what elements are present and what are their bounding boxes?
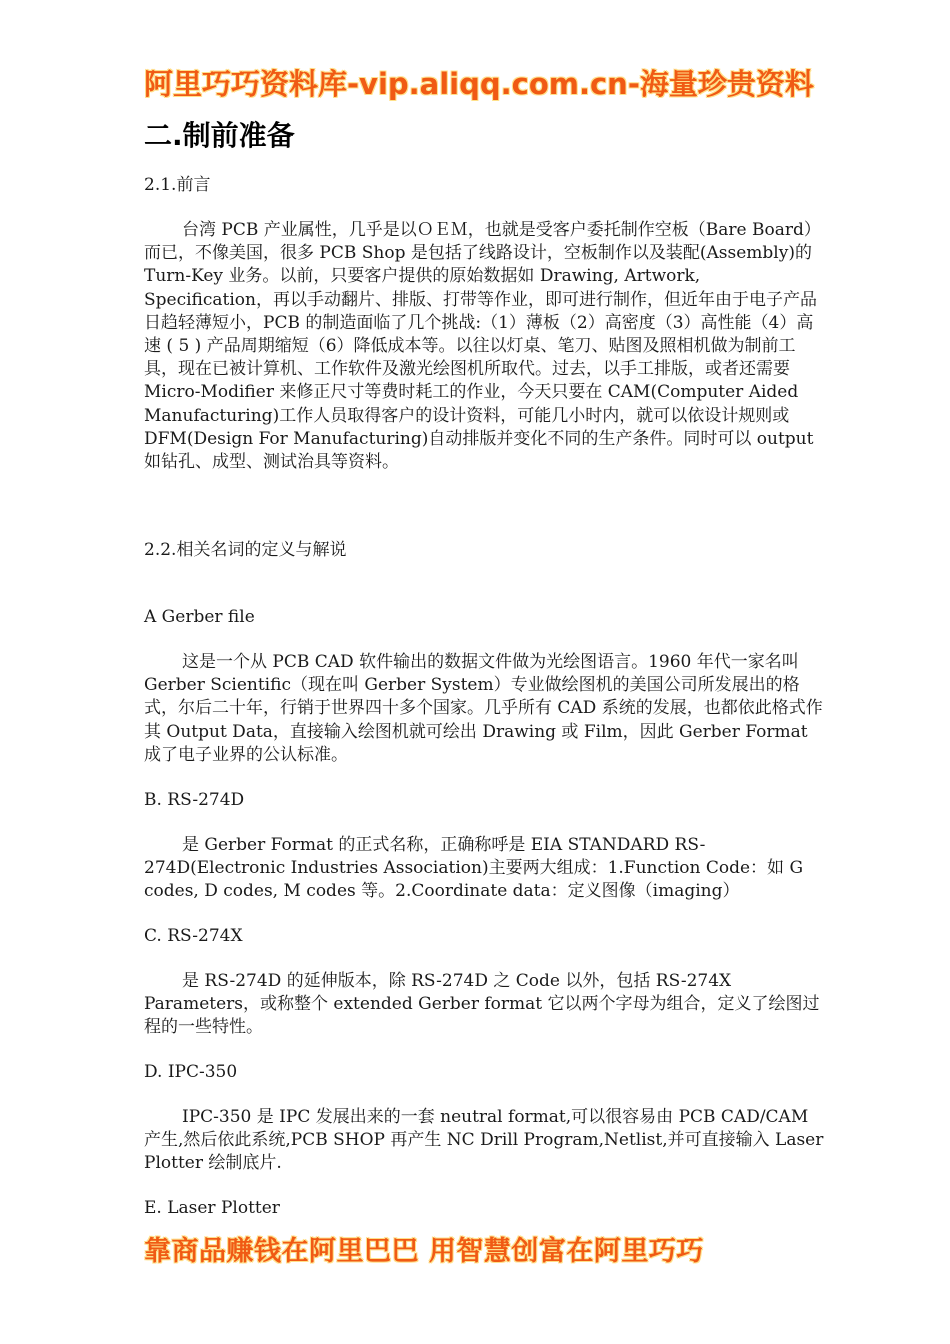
footer-banner: 靠商品赚钱在阿里巴巴 用智慧创富在阿里巧巧 — [144, 1236, 704, 1267]
paragraph-gerber: 这是一个从 PCB CAD 软件输出的数据文件做为光绘图语言。1960 年代一家名叫 Gerber Scientific（现在叫 Gerber System）专业做绘图机的美国公司所发展出的格式，尔后二十年，行销于世界四十多个国家。几乎所有 CAD 系统的发展，也都依此格式作其 Output Data，直接输入绘图机就可绘出 Drawing 或 Film，因此 Gerber Format 成了电子业界的公认标准。 — [144, 652, 823, 765]
term-heading-rs274d: B. RS-274D — [144, 790, 245, 810]
term-heading-gerber: A Gerber file — [144, 607, 255, 627]
paragraph-intro: 台湾 PCB 产业属性，几乎是以ＯＥＭ，也就是受客户委托制作空板（Bare Board）而已，不像美国，很多 PCB Shop 是包括了线路设计，空板制作以及装配(Assembly)的 Turn-Key 业务。以前，只要客户提供的原始数据如 Drawing, Artwork, Specification，再以手动翻片、排版、打带等作业，即可进行制作，但近年由于电子产品日趋轻薄短小，PCB 的制造面临了几个挑战:（1）薄板（2）高密度（3）高性能（4）高速 ( 5 ) 产品周期缩短（6）降低成本等。以往以灯桌、笔刀、贴图及照相机做为制前工具，现在已被计算机、工作软件及激光绘图机所取代。过去，以手工排版，或者还需要 Micro-Modifier 来修正尺寸等费时耗工的作业，今天只要在 CAM(Computer Aided Manufacturing)工作人员取得客户的设计资料，可能几小时内，就可以依设计规则或 DFM(Design For Manufacturing)自动排版并变化不同的生产条件。同时可以 output 如钻孔、成型、测试治具等资料。 — [144, 220, 821, 473]
page-title: 二.制前准备 — [144, 119, 295, 152]
paragraph-rs274d: 是 Gerber Format 的正式名称，正确称呼是 EIA STANDARD RS-274D(Electronic Industries Association)主要两大组成：1.Function Code：如 G codes, D codes, M codes 等。2.Coordinate data：定义图像（imaging） — [144, 835, 804, 902]
section-heading-2-2: 2.2.相关名词的定义与解说 — [144, 540, 347, 560]
term-heading-rs274x: C. RS-274X — [144, 926, 243, 946]
term-heading-ipc350: D. IPC-350 — [144, 1062, 238, 1082]
section-heading-2-1: 2.1.前言 — [144, 175, 211, 195]
paragraph-ipc350: IPC-350 是 IPC 发展出来的一套 neutral format,可以很容易由 PCB CAD/CAM 产生,然后依此系统,PCB SHOP 再产生 NC Drill Program,Netlist,并可直接输入 Laser Plotter 绘制底片. — [144, 1107, 824, 1174]
term-heading-laser-plotter: E. Laser Plotter — [144, 1198, 280, 1218]
header-banner: 阿里巧巧资料库-vip.aliqq.com.cn-海量珍贵资料 — [144, 67, 814, 101]
paragraph-rs274x: 是 RS-274D 的延伸版本，除 RS-274D 之 Code 以外，包括 RS-274X Parameters，或称整个 extended Gerber format 它以两个字母为组合，定义了绘图过程的一些特性。 — [144, 971, 820, 1038]
